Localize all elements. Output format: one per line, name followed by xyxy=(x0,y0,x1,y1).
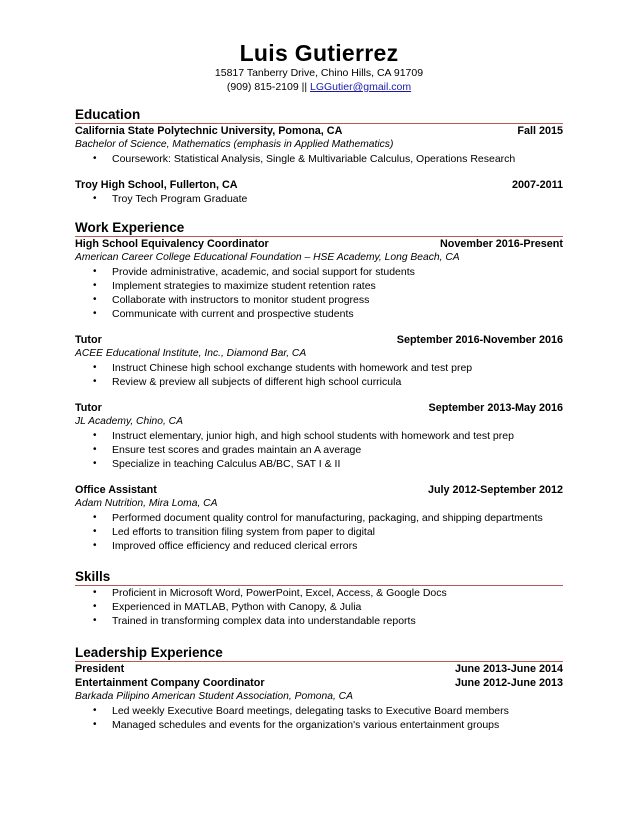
list-item: • Proficient in Microsoft Word, PowerPoint, Excel, Access, & Google Docs xyxy=(75,586,563,600)
resume-header xyxy=(0,40,638,94)
role-date: June 2013-June 2014 xyxy=(454,663,563,675)
school-name: Troy High School, Fullerton, CA xyxy=(75,179,238,191)
list-item: • Review & preview all subjects of different high school curricula xyxy=(75,375,563,389)
bullet-list xyxy=(75,152,563,166)
work-heading: Work Experience xyxy=(75,220,563,237)
phone-email-line xyxy=(0,80,638,94)
list-item: • Instruct elementary, junior high, and high school students with homework and test prep xyxy=(75,429,563,443)
organization: Barkada Pilipino American Student Association, Pomona, CA xyxy=(75,691,353,702)
job-row xyxy=(75,237,563,251)
school-name: California State Polytechnic University, Pomona, CA xyxy=(75,125,343,137)
employer: Adam Nutrition, Mira Loma, CA xyxy=(75,498,218,509)
education-entry-row xyxy=(75,124,563,138)
role-title: President xyxy=(75,663,125,675)
bullet-list xyxy=(75,361,563,389)
list-item: • Collaborate with instructors to monitor student progress xyxy=(75,293,563,307)
list-item: • Specialize in teaching Calculus AB/BC, SAT I & II xyxy=(75,457,563,471)
job-row xyxy=(75,483,563,497)
education-heading: Education xyxy=(75,107,563,124)
email-link[interactable]: LGGutier@gmail.com xyxy=(309,81,412,93)
job-date: September 2013-May 2016 xyxy=(428,402,563,414)
bullet-list xyxy=(75,429,563,471)
role-title: Entertainment Company Coordinator xyxy=(75,677,265,689)
job-row xyxy=(75,333,563,347)
list-item: • Trained in transforming complex data into understandable reports xyxy=(75,614,563,628)
entry-date: Fall 2015 xyxy=(517,125,563,137)
leadership-heading: Leadership Experience xyxy=(75,645,563,662)
leadership-section xyxy=(75,645,563,732)
job-date: November 2016-Present xyxy=(439,238,563,250)
job-title: Office Assistant xyxy=(75,484,157,496)
list-item: • Experienced in MATLAB, Python with Canopy, & Julia xyxy=(75,600,563,614)
entry-date: 2007-2011 xyxy=(511,179,563,191)
list-item: • Provide administrative, academic, and social support for students xyxy=(75,265,563,279)
list-item: • Managed schedules and events for the organization's various entertainment groups xyxy=(75,718,563,732)
bullet-list xyxy=(75,192,563,206)
address: 15817 Tanberry Drive, Chino Hills, CA 91709 xyxy=(214,67,424,79)
list-item: • Coursework: Statistical Analysis, Single & Multivariable Calculus, Operations Research xyxy=(75,152,563,166)
job-title: High School Equivalency Coordinator xyxy=(75,238,269,250)
education-entry-row xyxy=(75,178,563,192)
list-item: • Instruct Chinese high school exchange students with homework and test prep xyxy=(75,361,563,375)
job-title: Tutor xyxy=(75,402,102,414)
leadership-role-row xyxy=(75,676,563,690)
skills-section xyxy=(75,569,563,628)
list-item: • Implement strategies to maximize student retention rates xyxy=(75,279,563,293)
job-date: July 2012-September 2012 xyxy=(427,484,563,496)
employer: ACEE Educational Institute, Inc., Diamond Bar, CA xyxy=(75,348,307,359)
bullet-list xyxy=(75,586,563,628)
phone: (909) 815-2109 || xyxy=(226,81,310,93)
job-date: September 2016-November 2016 xyxy=(396,334,563,346)
employer: JL Academy, Chino, CA xyxy=(75,416,183,427)
list-item: • Ensure test scores and grades maintain an A average xyxy=(75,443,563,457)
job-row xyxy=(75,401,563,415)
list-item: • Improved office efficiency and reduced clerical errors xyxy=(75,539,563,553)
candidate-name: Luis Gutierrez xyxy=(239,40,399,66)
degree: Bachelor of Science, Mathematics (emphasis in Applied Mathematics) xyxy=(75,139,394,150)
list-item: • Performed document quality control for manufacturing, packaging, and shipping departments xyxy=(75,511,563,525)
role-date: June 2012-June 2013 xyxy=(454,677,563,689)
list-item: • Led efforts to transition filing system from paper to digital xyxy=(75,525,563,539)
bullet-list xyxy=(75,704,563,732)
list-item: • Communicate with current and prospective students xyxy=(75,307,563,321)
education-section xyxy=(75,107,563,206)
bullet-list xyxy=(75,511,563,553)
work-section xyxy=(75,220,563,553)
bullet-list xyxy=(75,265,563,321)
leadership-role-row xyxy=(75,662,563,676)
employer: American Career College Educational Foundation – HSE Academy, Long Beach, CA xyxy=(75,252,460,263)
skills-heading: Skills xyxy=(75,569,563,586)
list-item: • Led weekly Executive Board meetings, delegating tasks to Executive Board members xyxy=(75,704,563,718)
job-title: Tutor xyxy=(75,334,102,346)
list-item: • Troy Tech Program Graduate xyxy=(75,192,563,206)
